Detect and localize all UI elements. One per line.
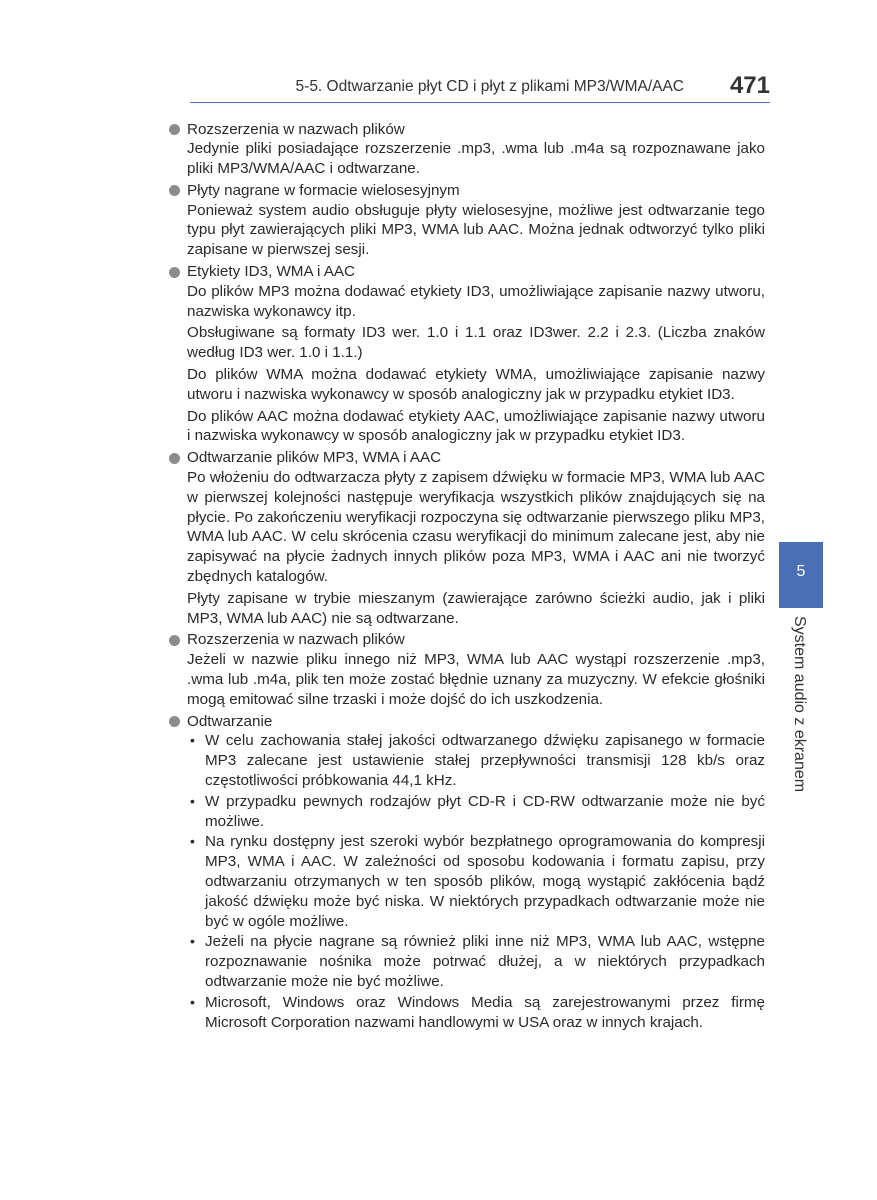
section-heading-text: Etykiety ID3, WMA i AAC — [187, 263, 355, 281]
section-paragraph: Jedynie pliki posiadające rozszerzenie .mp3, .wma lub .m4a są rozpoznawane jako pliki MP3/WMA/AAC i odtwarzane. — [187, 140, 765, 178]
list-item-text: Microsoft, Windows oraz Windows Media są zarejestrowanymi przez firmę Microsoft Corporation nazwami handlowymi w USA oraz w innych krajach. — [205, 993, 765, 1031]
section-heading — [168, 630, 765, 650]
section-paragraph: Obsługiwane są formaty ID3 wer. 1.0 i 1.1 oraz ID3wer. 2.2 i 2.3. (Liczba znaków według ID3 wer. 1.0 i 1.1.) — [187, 324, 765, 362]
section-paragraph: Do plików AAC można dodawać etykiety AAC, umożliwiające zapisanie nazwy utworu i nazwiska wykonawcy w sposób analogiczny jak w przypadku etykiet ID3. — [187, 407, 765, 445]
section-paragraph: Po włożeniu do odtwarzacza płyty z zapisem dźwięku w formacie MP3, WMA lub AAC w pierwszej kolejności następuje weryfikacja wszystkich plików znajdujących się na płycie. Po zakończeniu weryfikacji rozpoczyna się odtwarzanie pierwszego pliku MP3, WMA lub AAC. W celu skrócenia czasu weryfikacji do minimum zalecane jest, aby nie zapisywać na płycie żadnych innych plików poza MP3, WMA i AAC ani nie tworzyć zbędnych katalogów. — [187, 469, 765, 586]
bullet-icon: • — [190, 933, 195, 950]
section-paragraph: Do plików WMA można dodawać etykiety WMA, umożliwiające zapisanie nazwy utworu i nazwiska wykonawcy w sposób analogiczny jak w przypadku etykiet ID3. — [187, 366, 765, 403]
list-item — [190, 993, 765, 1033]
list-item — [190, 792, 765, 832]
section-paragraph: Jeżeli w nazwie pliku innego niż MP3, WMA lub AAC wystąpi rozszerzenie .mp3, .wma lub .m4a, plik ten może zostać błędnie uznany za muzyczny. W efekcie głośniki mogą emitować silne trzaski i może dojść do ich uszkodzenia. — [187, 651, 765, 708]
section-heading — [168, 120, 765, 140]
list-item-text: W przypadku pewnych rodzajów płyt CD-R i CD-RW odtwarzanie może nie być możliwe. — [205, 792, 765, 830]
section-heading-text: Płyty nagrane w formacie wielosesyjnym — [187, 181, 460, 199]
section-heading-text: Odtwarzanie — [187, 712, 273, 730]
section-heading-text: Rozszerzenia w nazwach plików — [187, 631, 405, 649]
section-heading — [168, 448, 765, 468]
section-heading — [168, 712, 765, 732]
page-number: 471 — [729, 72, 770, 99]
section-bullet-icon — [169, 635, 180, 646]
section-multisession — [168, 181, 765, 260]
section-playback — [168, 712, 765, 1033]
list-item-text: Jeżeli na płycie nagrane są również pliki inne niż MP3, WMA lub AAC, wstępne rozpoznawanie nośnika może potrwać dłużej, a w niektórych przypadkach odtwarzanie może nie być możliwe. — [205, 933, 765, 990]
bullet-icon: • — [190, 732, 195, 749]
chapter-label: System audio z ekranem — [791, 616, 808, 793]
section-bullet-icon — [169, 267, 180, 278]
section-bullet-icon — [169, 453, 180, 464]
section-heading-text: Odtwarzanie plików MP3, WMA i AAC — [187, 449, 442, 467]
bullet-list — [168, 731, 765, 1032]
section-heading — [168, 181, 765, 201]
section-paragraph: Do plików MP3 można dodawać etykiety ID3, umożliwiające zapisanie nazwy utworu, nazwiska wykonawcy itp. — [187, 282, 765, 320]
section-file-extensions-warning — [168, 630, 765, 709]
list-item — [190, 731, 765, 790]
header-title: 5-5. Odtwarzanie płyt CD i płyt z plikami MP3/WMA/AAC — [295, 78, 684, 95]
section-tags — [168, 262, 765, 446]
section-paragraph: Ponieważ system audio obsługuje płyty wielosesyjne, możliwe jest odtwarzanie tego typu płyt zawierających pliki MP3, WMA lub AAC. Można jednak odtworzyć tylko pliki zapisane w pierwszej sesji. — [187, 201, 765, 259]
list-item-text: Na rynku dostępny jest szeroki wybór bezpłatnego oprogramowania do kompresji MP3, WMA i AAC. W zależności od sposobu kodowania i formatu zapisu, przy odtwarzaniu otrzymanych w ten sposób plików, mogą wystąpić zakłócenia bądź jakość dźwięku może być niska. W niektórych przypadkach odtwarzanie może nie być w ogóle możliwe. — [205, 833, 765, 930]
page-content — [168, 119, 765, 1033]
section-bullet-icon — [169, 716, 180, 727]
section-bullet-icon — [169, 124, 180, 135]
section-heading — [168, 262, 765, 282]
bullet-icon: • — [190, 993, 195, 1010]
section-bullet-icon — [169, 185, 180, 196]
bullet-icon: • — [190, 792, 195, 809]
section-heading-text: Rozszerzenia w nazwach plików — [187, 120, 405, 138]
chapter-tab — [779, 542, 823, 608]
bullet-icon: • — [190, 833, 195, 850]
list-item — [190, 932, 765, 991]
chapter-number: 5 — [796, 563, 806, 580]
list-item — [190, 832, 765, 931]
section-file-extensions — [168, 120, 765, 179]
section-paragraph: Płyty zapisane w trybie mieszanym (zawierające zarówno ścieżki audio, jak i pliki MP3, WMA lub AAC) nie są odtwarzane. — [187, 589, 765, 627]
section-playback-files — [168, 448, 765, 628]
list-item-text: W celu zachowania stałej jakości odtwarzanego dźwięku zapisanego w formacie MP3 zalecane jest ustawienie stałej przepływności transmisji 128 kb/s oraz częstotliwości próbkowania 44,1 kHz. — [205, 732, 765, 789]
page-header — [190, 72, 770, 103]
